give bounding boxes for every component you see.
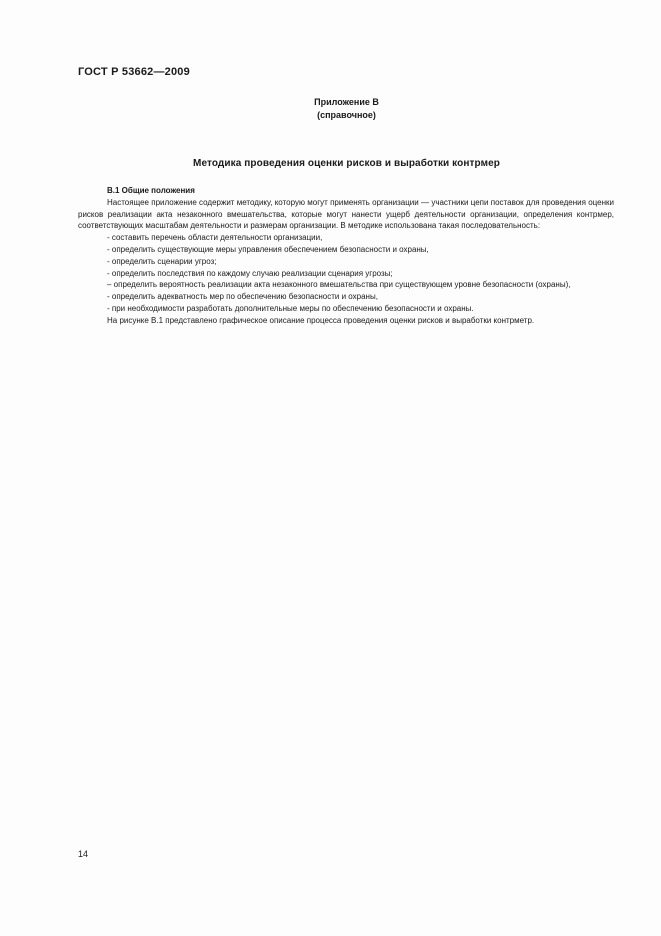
- list-item: - составить перечень области деятельности организации,: [107, 233, 323, 243]
- appendix-label: Приложение В: [314, 97, 379, 107]
- subsection-heading: В.1 Общие положения: [107, 186, 195, 195]
- list-item: - определить существующие меры управления обеспечением безопасности и охраны,: [107, 244, 429, 254]
- list-item: – определить вероятность реализации акта незаконного вмешательства при существующем уровне безопасности (охраны),: [107, 280, 571, 290]
- page-number: 14: [78, 849, 89, 859]
- section-title: Методика проведения оценки рисков и выработки контрмер: [193, 158, 500, 169]
- list-item: - определить последствия по каждому случаю реализации сценария угрозы;: [107, 268, 393, 278]
- body-text: [78, 185, 614, 327]
- appendix-status: (справочное): [317, 110, 376, 120]
- intro-paragraph: Настоящее приложение содержит методику, которую могут применять организации — участники цепи поставок для проведения оценки рисков реализации акта незаконного вмешательства, которые могут нанести ущерб деятельности организации, определения контрмер, соответствующих масштабам деятельности и размерам организации. В методике использована такая последовательность:: [78, 197, 614, 231]
- list-item: - при необходимости разработать дополнительные меры по обеспечению безопасности и охраны.: [107, 303, 474, 313]
- appendix-heading: [0, 96, 661, 122]
- list-item: - определить сценарии угроз;: [107, 256, 217, 266]
- list-item: - определить адекватность мер по обеспечению безопасности и охраны,: [107, 292, 378, 302]
- closing-paragraph: На рисунке В.1 представлено графическое описание процесса проведения оценки рисков и выработки контрметр.: [107, 315, 535, 325]
- document-code: ГОСТ Р 53662—2009: [78, 66, 190, 78]
